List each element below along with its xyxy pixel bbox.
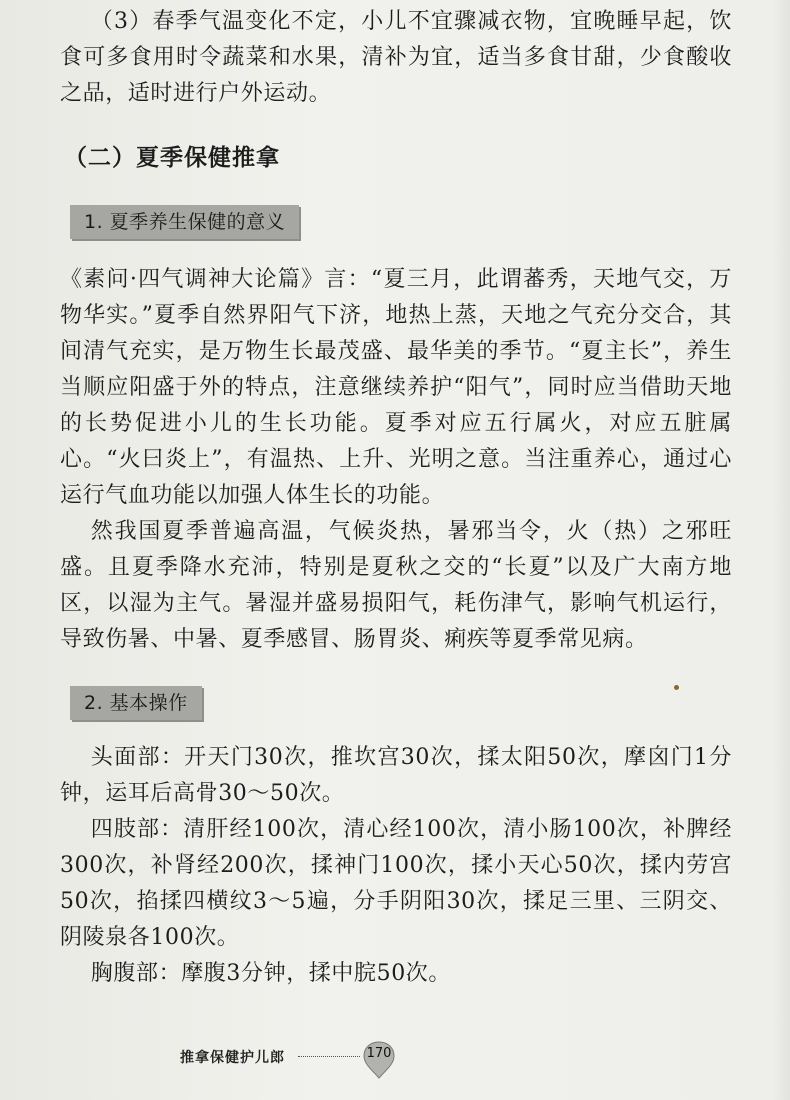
page-number-badge: [362, 1040, 396, 1074]
paragraph-spring-advice: （3）春季气温变化不定，小儿不宜骤减衣物，宜晚睡早起，饮食可多食用时令蔬菜和水果，清补为宜，适当多食甘甜，少食酸收之品，适时进行户外运动。: [60, 9, 732, 106]
paragraph-suwen-quote: 《素问·四气调神大论篇》言：“夏三月，此谓蕃秀，天地气交，万物华实。”夏季自然界阳气下济，地热上蒸，天地之气充分交合，其间清气充实，是万物生长最茂盛、最华美的季节。“夏主长”，养生当顺应阳盛于外的特点，注意继续养护“阳气”，同时应当借助天地的长势促进小儿的生长功能。夏季对应五行属火，对应五脏属心。“火曰炎上”，有温热、上升、光明之意。当注重养心，通过心运行气血功能以加强人体生长的功能。: [60, 267, 732, 508]
section-heading-summer-massage: （二）夏季保健推拿: [64, 145, 280, 171]
footer-book-title: 推拿保健护儿郎: [180, 1050, 285, 1066]
paper-speck: [674, 685, 679, 690]
page-number: 170: [366, 1046, 392, 1061]
paragraph-limbs: 四肢部：清肝经100次，清心经100次，清小肠100次，补脾经300次，补肾经200次，揉神门100次，揉小天心50次，揉内劳宫50次，掐揉四横纹3～5遍，分手阴阳30次，揉足三里、三阴交、阴陵泉各100次。: [60, 817, 732, 950]
paragraph-chest-abdomen: 胸腹部：摩腹3分钟，揉中脘50次。: [90, 961, 451, 986]
subheading-summer-significance: 1. 夏季养生保健的意义: [70, 205, 299, 239]
subheading-basic-operations: 2. 基本操作: [70, 686, 202, 720]
paragraph-summer-climate: 然我国夏季普遍高温，气候炎热，暑邪当令，火（热）之邪旺盛。且夏季降水充沛，特别是夏秋之交的“长夏”以及广大南方地区，以湿为主气。暑湿并盛易损阳气，耗伤津气，影响气机运行，导致伤暑、中暑、夏季感冒、肠胃炎、痢疾等夏季常见病。: [60, 519, 732, 652]
binding-shadow: [772, 0, 790, 1100]
paragraph-head-face: 头面部：开天门30次，推坎宫30次，揉太阳50次，摩囟门1分钟，运耳后高骨30～50次。: [60, 745, 732, 806]
footer-dotted-leader: [298, 1056, 360, 1057]
